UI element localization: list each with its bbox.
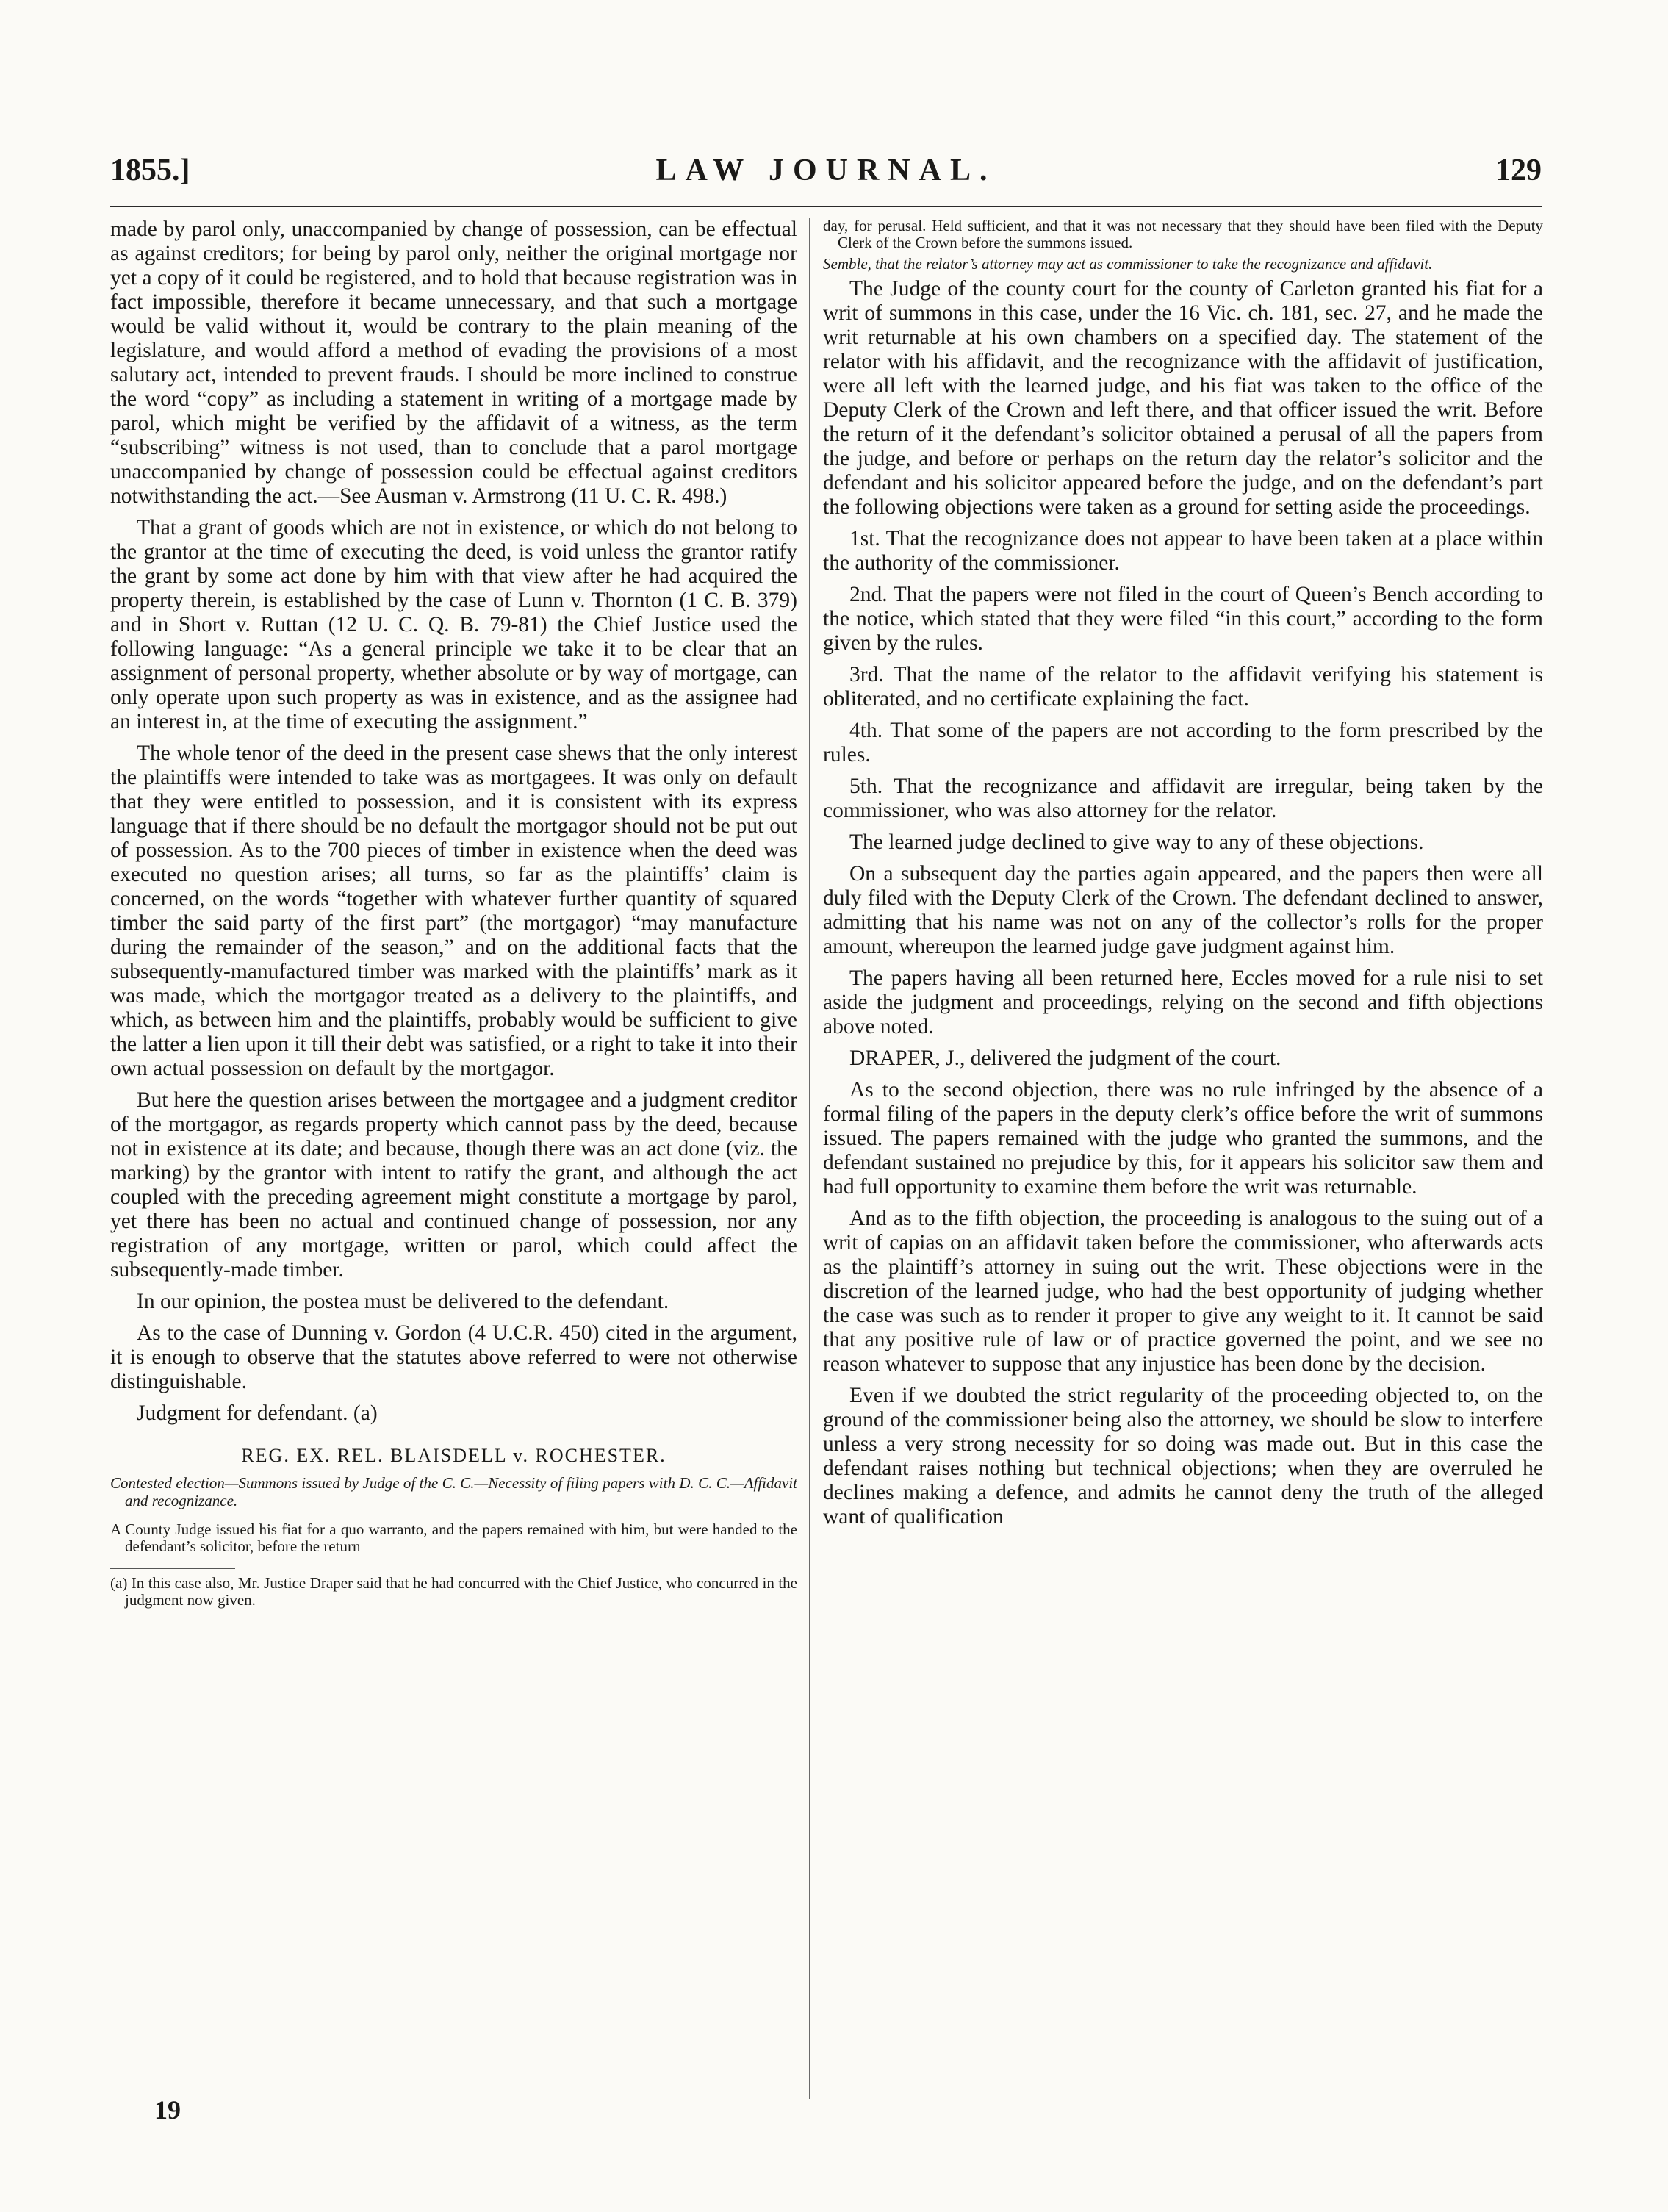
objection-3: 3rd. That the name of the relator to the affidavit verifying his statement is obliterated, and no certificate explaining the fact. <box>823 663 1543 711</box>
semble-note: Semble, that the relator’s attorney may act as commissioner to take the recognizance and affidavit. <box>823 255 1433 273</box>
objection-4: 4th. That some of the papers are not according to the form prescribed by the rules. <box>823 719 1543 766</box>
objection-5: 5th. That the recognizance and affidavit are irregular, being taken by the commissioner, who was also attorney for the relator. <box>823 775 1543 822</box>
left-paragraph-6: As to the case of Dunning v. Gordon (4 U.C.R. 450) cited in the argument, it is enough to observe that the statutes above referred to were not otherwise distinguishable. <box>110 1321 797 1393</box>
right-paragraph-9: The papers having all been returned here, Eccles moved for a rule nisi to set aside the judgment and proceedings, relying on the second and fifth objections above noted. <box>823 966 1543 1038</box>
right-paragraph-7: The learned judge declined to give way to any of these objections. <box>849 830 1424 854</box>
left-paragraph-2: That a grant of goods which are not in existence, or which do not belong to the grantor at the time of executing the deed, is void unless the grantor ratify the grant by some act done by him with that view after he had acquired the property therein, is established by the case of Lunn v. Thornton (1 C. B. 379) and in Short v. Ruttan (12 U. C. Q. B. 79-81) the Chief Justice used the following language: “As a general principle we take it to be clear that an assignment of personal property, whether absolute or by way of mortgage, can only operate upon such property as was in existence, and as the assignee had an interest in, at the time of executing the assignment.” <box>110 516 797 733</box>
left-paragraph-4: But here the question arises between the mortgagee and a judgment creditor of the mortgagor, as regards property which cannot pass by the deed, because not in existence at its date; and because, though there was an act done (viz. the marking) by the grantor with intent to ratify the grant, and although the act coupled with the preceding agreement might constitute a mortgage by parol, yet there has been no actual and continued change of possession, nor any registration of any mortgage, written or parol, which could affect the subsequently-made timber. <box>110 1088 797 1282</box>
right-paragraph-8: On a subsequent day the parties again appeared, and the papers then were all duly filed with the Deputy Clerk of the Crown. The defendant declined to answer, admitting that his name was not on any of the collector’s rolls for the proper amount, whereupon the learned judge gave judgment against him. <box>823 862 1543 958</box>
left-column <box>110 218 797 2114</box>
objection-2: 2nd. That the papers were not filed in the court of Queen’s Bench according to the notice, which stated that they were filed “in this court,” according to the form given by the rules. <box>823 583 1543 655</box>
right-paragraph-11: As to the second objection, there was no rule infringed by the absence of a formal filing of the papers in the deputy clerk’s office before the writ of summons issued. The papers remained with the judge who granted the summons, and the defendant sustained no prejudice by this, for it appears his solicitor saw them and had full opportunity to examine them before the writ was returnable. <box>823 1078 1543 1199</box>
case-title: REG. EX. REL. BLAISDELL v. ROCHESTER. <box>241 1445 666 1466</box>
header-page-number: 129 <box>1495 154 1542 187</box>
right-paragraph-13: Even if we doubted the strict regularity of the proceeding objected to, on the ground of the commissioner being also the attorney, we should be slow to interfere unless a very strong necessity for so doing was made out. But in this case the defendant raises nothing but technical objections; when they are overruled he declines making a defence, and admits he cannot deny the truth of the alleged want of qualification <box>823 1384 1543 1529</box>
case-catchline: Contested election—Summons issued by Judge of the C. C.—Necessity of filing papers with D. C. C.—Affidavit and recognizance. <box>110 1474 797 1509</box>
judge-delivery: DRAPER, J., delivered the judgment of the court. <box>849 1046 1281 1070</box>
objection-1: 1st. That the recognizance does not appear to have been taken at a place within the authority of the commissioner. <box>823 527 1543 575</box>
page-header <box>110 153 1542 197</box>
judgment-line: Judgment for defendant. (a) <box>137 1401 378 1425</box>
right-paragraph-1: The Judge of the county court for the county of Carleton granted his fiat for a writ of summons in this case, under the 16 Vic. ch. 181, sec. 27, and he made the writ returnable at his own chambers on a specified day. The statement of the relator with his affidavit, and the recognizance with the affidavit of justification, were all left with the learned judge, and his fiat was taken to the office of the Deputy Clerk of the Crown and left there, and that officer issued the writ. Before the return of it the defendant’s solicitor obtained a perusal of all the papers from the judge, and before or perhaps on the return day the relator’s solicitor and the defendant and his solicitor appeared before the judge, and on the defendant’s part the following objections were taken as a ground for setting aside the proceedings. <box>823 277 1543 519</box>
header-rule <box>110 206 1542 207</box>
header-title: LAW JOURNAL. <box>655 154 996 187</box>
left-paragraph-5: In our opinion, the postea must be delivered to the defendant. <box>137 1290 669 1313</box>
header-year: 1855.] <box>110 154 190 187</box>
right-column <box>823 218 1543 2114</box>
right-paragraph-12: And as to the fifth objection, the proceeding is analogous to the suing out of a writ of capias on an affidavit taken before the commissioner, who afterwards acts as the plaintiff’s attorney in suing out the writ. These objections were in the discretion of the learned judge, who had the best opportunity of judging whether the case was such as to render it proper to give any weight to it. It cannot be said that any positive rule of law or of practice governed the point, and we see no reason whatever to suppose that any injustice has been done by the decision. <box>823 1207 1543 1376</box>
footnote: (a) In this case also, Mr. Justice Draper said that he had concurred with the Chief Justice, who concurred in the judgment now given. <box>110 1574 797 1609</box>
column-separator <box>809 218 810 2099</box>
left-paragraph-1: made by parol only, unaccompanied by change of possession, can be effectual as against creditors; for being by parol only, neither the original mortgage nor yet a copy of it could be registered, and to hold that because registration was in fact impossible, therefore it became unnecessary, and that such a mortgage would be valid without it, would be contrary to the plain meaning of the legislature, and would afford a method of evading the provisions of a most salutary act, intended to prevent frauds. I should be more inclined to construe the word “copy” as including a statement in writing of a mortgage made by parol, which might be verified by the affidavit of a witness, as the term “subscribing” witness is not used, than to conclude that a parol mortgage unaccompanied by change of possession could be effectual against creditors notwithstanding the act.—See Ausman v. Armstrong (11 U. C. R. 498.) <box>110 218 797 508</box>
left-paragraph-3: The whole tenor of the deed in the present case shews that the only interest the plaintiffs were intended to take was as mortgagees. It was only on default that they were entitled to possession, and it is consistent with its express language that if there should be no default the mortgagor should not be put out of possession. As to the 700 pieces of timber in existence when the deed was executed no question arises; all turns, so far as the plaintiffs’ claim is concerned, on the words “together with whatever further quantity of squared timber the said party of the first part” (the mortgagor) “may manufacture during the remainder of the season,” and on the additional facts that the subsequently-manufactured timber was marked with the plaintiffs’ mark as it was made, which the mortgagor treated as a delivery to the plaintiffs, and which, as between him and the plaintiffs, probably would be sufficient to give the latter a lien upon it till their debt was satisfied, or a right to take it into their own actual possession on default by the mortgagor. <box>110 741 797 1080</box>
headnote-continued: day, for perusal. Held sufficient, and that it was not necessary that they should have been filed with the Deputy Clerk of the Crown before the summons issued. <box>823 218 1543 251</box>
case-headnote: A County Judge issued his fiat for a quo warranto, and the papers remained with him, but were handed to the defendant’s solicitor, before the return <box>110 1520 797 1555</box>
footnote-rule <box>110 1568 235 1569</box>
signature-mark: 19 <box>154 2095 181 2125</box>
